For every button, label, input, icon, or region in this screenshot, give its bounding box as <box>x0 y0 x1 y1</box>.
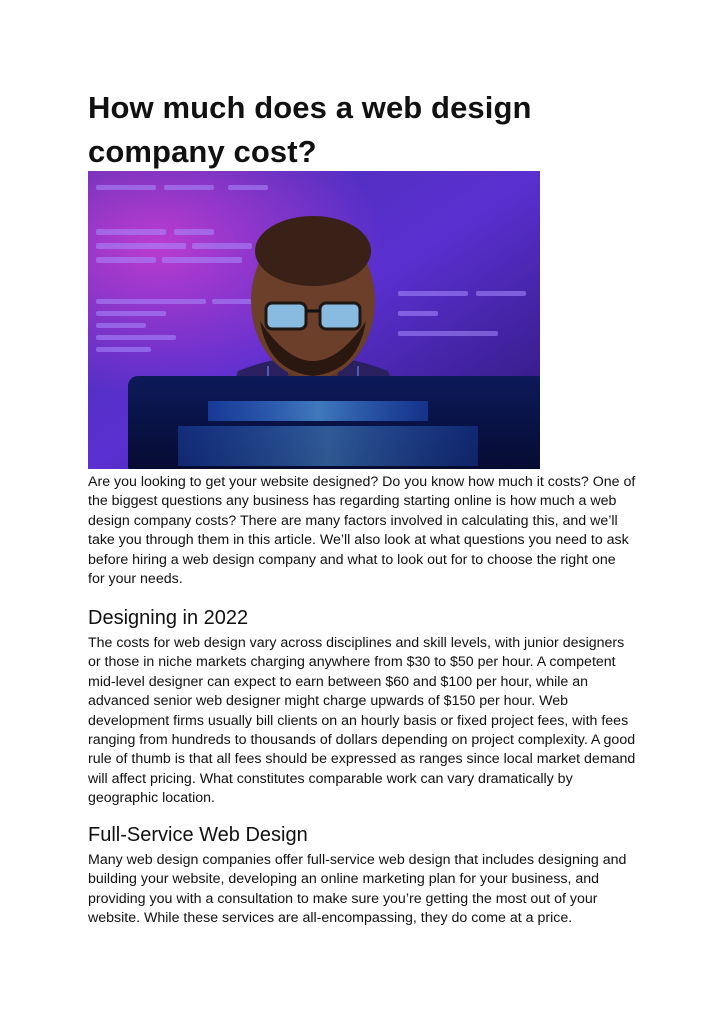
section-heading-full-service: Full-Service Web Design <box>88 824 308 846</box>
section-body-full-service: Many web design companies offer full-service web design that includes designing and building your website, developing an online marketing plan for your business, and providing you with a consultation to make sure you’re getting the most out of your website. While these services are all-encompassing, they do come at a price. <box>88 852 627 927</box>
intro-paragraph: Are you looking to get your website designed? Do you know how much it costs? One of the biggest questions any business has regarding starting online is how much a web design company costs? There are many factors involved in calculating this, and we’ll take you through them in this article. We’ll also look at what questions you need to ask before hiring a web design company and what to look out for to choose the right one for your needs. <box>88 474 636 588</box>
hero-image <box>88 171 540 469</box>
section-body-designing: The costs for web design vary across disciplines and skill levels, with junior designers or those in niche markets charging anywhere from $30 to $50 per hour. A competent mid-level designer can expect to earn between $60 and $100 per hour, while an advanced senior web designer might charge upwards of $150 per hour. Web development firms usually bill clients on an hourly basis or fixed project fees, with fees ranging from hundreds to thousands of dollars depending on project complexity. A good rule of thumb is that all fees should be expressed as ranges since local market demand will affect pricing. What constitutes comparable work can vary dramatically by geographic location. <box>88 635 636 807</box>
section-heading-designing: Designing in 2022 <box>88 607 249 629</box>
article-title: How much does a web design company cost? <box>88 90 532 169</box>
